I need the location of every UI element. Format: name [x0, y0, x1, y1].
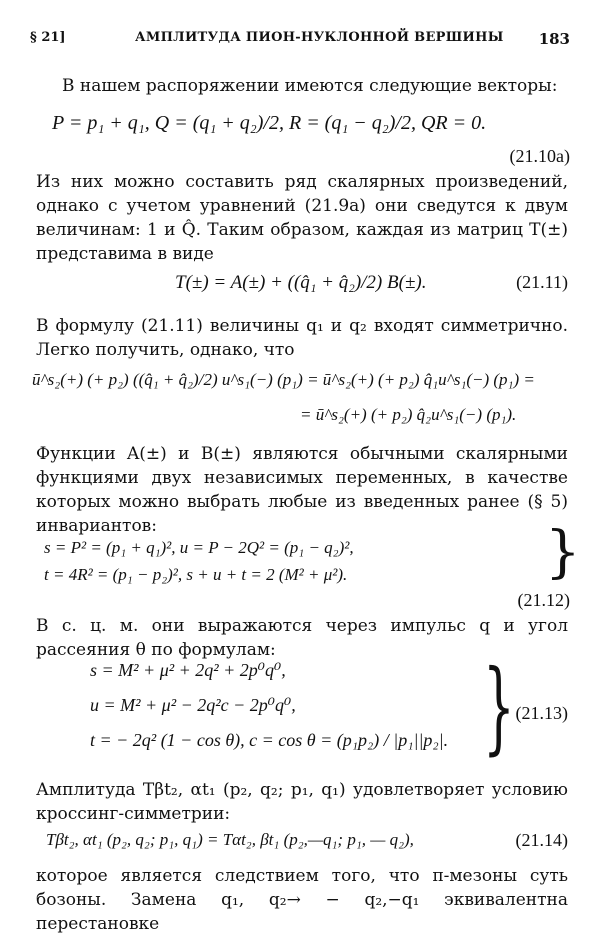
equation-number-21-14: (21.14): [515, 830, 568, 850]
paragraph-cm-frame: В с. ц. м. они выражаются через импульс q и угол рассеяния θ по формулам:: [36, 616, 568, 660]
page-number: 183: [538, 30, 570, 48]
equation-T-matrix: T(±) = A(±) + ((q̂₁ + q̂₂)/2) B(±).: [175, 272, 427, 293]
paragraph-invariants: Функции A(±) и B(±) являются обычными скалярными функциями двух независимых переменных, в качестве которых можно выбрать любые из введенных ранее (§ 5) инвариантов:: [36, 444, 568, 536]
equation-number-21-12: (21.12): [517, 590, 570, 610]
equation-number-21-10a: (21.10а): [509, 146, 570, 166]
equation-invariants-line-2: t = 4R² = (p₁ − p₂)², s + u + t = 2 (M² + μ²).: [44, 565, 348, 584]
equation-number-21-13: (21.13): [515, 703, 568, 723]
equation-symmetry-line-1: ū^s₂(+) (+ p₂) ((q̂₁ + q̂₂)/2) u^s₁(−) (p₁) = ū^s₂(+) (+ p₂) q̂₁u^s₁(−) (p₁) =: [32, 370, 535, 389]
equation-vectors: P = p₁ + q₁, Q = (q₁ + q₂)/2, R = (q₁ − q₂)/2, QR = 0.: [52, 112, 487, 134]
paragraph-vectors-intro: В нашем распоряжении имеются следующие векторы:: [62, 76, 558, 96]
brace-right-invariants: }: [545, 520, 581, 585]
equation-cm-s: s = M² + μ² + 2q² + 2p⁰q⁰,: [90, 660, 286, 680]
paragraph-scalar-products: Из них можно составить ряд скалярных произведений, однако с учетом уравнений (21.9а) они сведутся к двум величинам: 1 и Q̂. Таким образом, каждая из матриц T(±) представима в виде: [36, 172, 568, 264]
equation-cm-t: t = − 2q² (1 − cos θ), c = cos θ = (p₁p₂) / |p₁||p₂|.: [90, 730, 449, 750]
paragraph-symmetric: В формулу (21.11) величины q₁ и q₂ входят симметрично. Легко получить, однако, что: [36, 316, 568, 360]
equation-cm-u: u = M² + μ² − 2q²c − 2p⁰q⁰,: [90, 695, 296, 715]
paragraph-crossing: Амплитуда Tβt₂, αt₁ (p₂, q₂; p₁, q₁) удовлетворяет условию кроссинг-симметрии:: [36, 780, 568, 824]
section-marker: § 21]: [30, 30, 66, 45]
equation-symmetry-line-2: = ū^s₂(+) (+ p₂) q̂₂u^s₁(−) (p₁).: [300, 405, 517, 424]
equation-crossing-symmetry: Tβt₂, αt₁ (p₂, q₂; p₁, q₁) = Tαt₂, βt₁ (p₂,—q₁; p₁, — q₂),: [46, 830, 414, 849]
brace-right-cm: }: [483, 648, 515, 765]
running-title: АМПЛИТУДА ПИОН-НУКЛОННОЙ ВЕРШИНЫ: [135, 30, 504, 45]
equation-invariants-line-1: s = P² = (p₁ + q₁)², u = P − 2Q² = (p₁ − q₂)²,: [44, 538, 354, 557]
equation-number-21-11: (21.11): [516, 272, 568, 292]
paragraph-bosons: которое является следствием того, что π-мезоны суть бозоны. Замена q₁, q₂→ − q₂,−q₁ эквивалентна перестановке: [36, 866, 568, 934]
